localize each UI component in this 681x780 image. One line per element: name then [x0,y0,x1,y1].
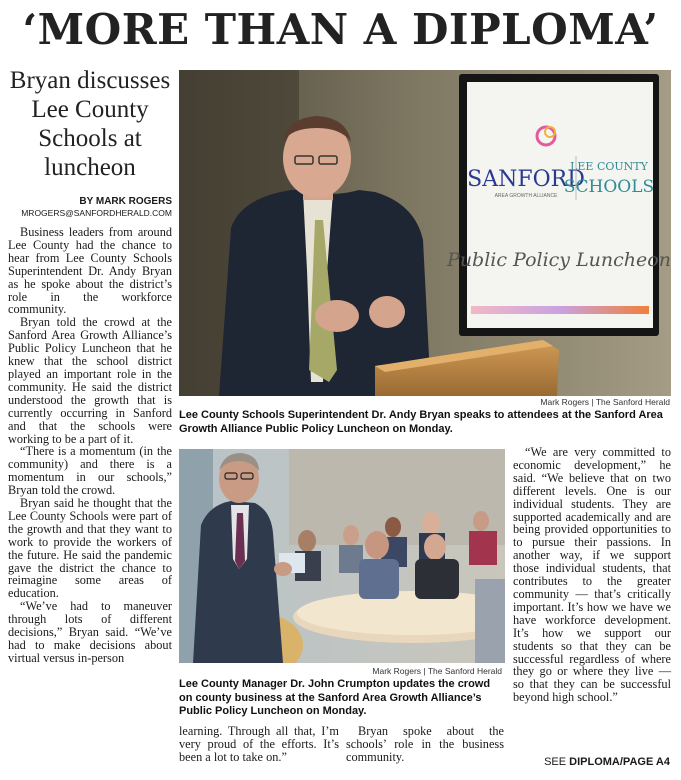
jump-suffix: /PAGE A4 [619,756,670,768]
continued-jump-link[interactable] [500,756,670,768]
paragraph: Bryan spoke about the schools’ role in the business community. [346,724,504,764]
paragraph: Bryan said he thought that the Lee County Schools were part of the growth and that they want to work to provide the workers of the future. He said the pandemic gave the district the chance to reimagine some areas of education. [8,496,172,601]
photo1-caption: Lee County Schools Superintendent Dr. Andy Bryan speaks to attendees at the Sanford Area Growth Alliance Public Policy Luncheon on Monday. [179,409,663,435]
jump-prefix: SEE [544,756,570,768]
photo-county-manager [179,449,505,663]
screen-brand2-bottom: SCHOOLS [563,177,655,197]
article-column-4 [513,446,671,704]
headline: ‘MORE THAN A DIPLOMA’ [22,5,659,54]
screen-brand1-sub: AREA GROWTH ALLIANCE [494,193,558,199]
jump-label: DIPLOMA [569,756,620,768]
subheadline: Bryan discusses Lee County Schools at luncheon [9,67,171,181]
paragraph: Bryan told the crowd at the Sanford Area Growth Alliance’s Public Policy Luncheon that he knew that the school district played an important role in the community. He said the district understood the growth that is currently occurring in Sanford and that the schools were working to be a part of it. [8,315,172,446]
byline-email[interactable]: MROGERS@SANFORDHERALD.COM [21,208,172,218]
photo-superintendent-speaking [179,70,671,396]
photo2-caption: Lee County Manager Dr. John Crumpton updates the crowd on county business at the Sanford Area Growth Alliance’s Public Policy Luncheon on Monday. [179,678,491,717]
screen-brand2-top: LEE COUNTY [570,160,648,173]
photo1-credit: Mark Rogers | The Sanford Herald [540,397,670,407]
photo2-credit: Mark Rogers | The Sanford Herald [372,666,502,676]
paragraph: learning. Through all that, I’m very proud of the efforts. It’s been a lot to take on.” [179,724,339,764]
article-column-2 [179,725,339,764]
article-column-1 [8,226,172,665]
paragraph: “We’ve had to maneuver through lots of different decisions,” Bryan said. “We’ve had to make decisions about virtual versus in-person [8,599,172,665]
photo-county-manager-image [179,449,505,663]
paragraph: “There is a momentum (in the community) and there is a momentum in our schools,” Bryan told the crowd. [8,444,172,498]
paragraph: “We are very committed to economic development,” he said. “We believe that on two different levels. One is our individual students. They are supported academically and are being provided opportunities to to pursue their passions. In another way, if we support those individual students, that contributes to the greater community — that’s critically important. It’s how we have we have workforce development. It’s how we support our students so that they can be successful regardless of where they go or where they live — so that they can be successful beyond high school.” [513,445,671,705]
byline [8,196,172,219]
photo-superintendent-image [179,70,671,396]
byline-name: BY MARK ROGERS [79,196,172,207]
article-column-3 [346,725,504,764]
screen-event: Public Policy Luncheon [447,249,671,271]
paragraph: Business leaders from around Lee County had the chance to hear from Lee County Schools Superintendent Dr. Andy Bryan as he spoke about the district’s role in the workforce community. [8,225,172,317]
screen-brand1: SANFORD [467,167,585,192]
